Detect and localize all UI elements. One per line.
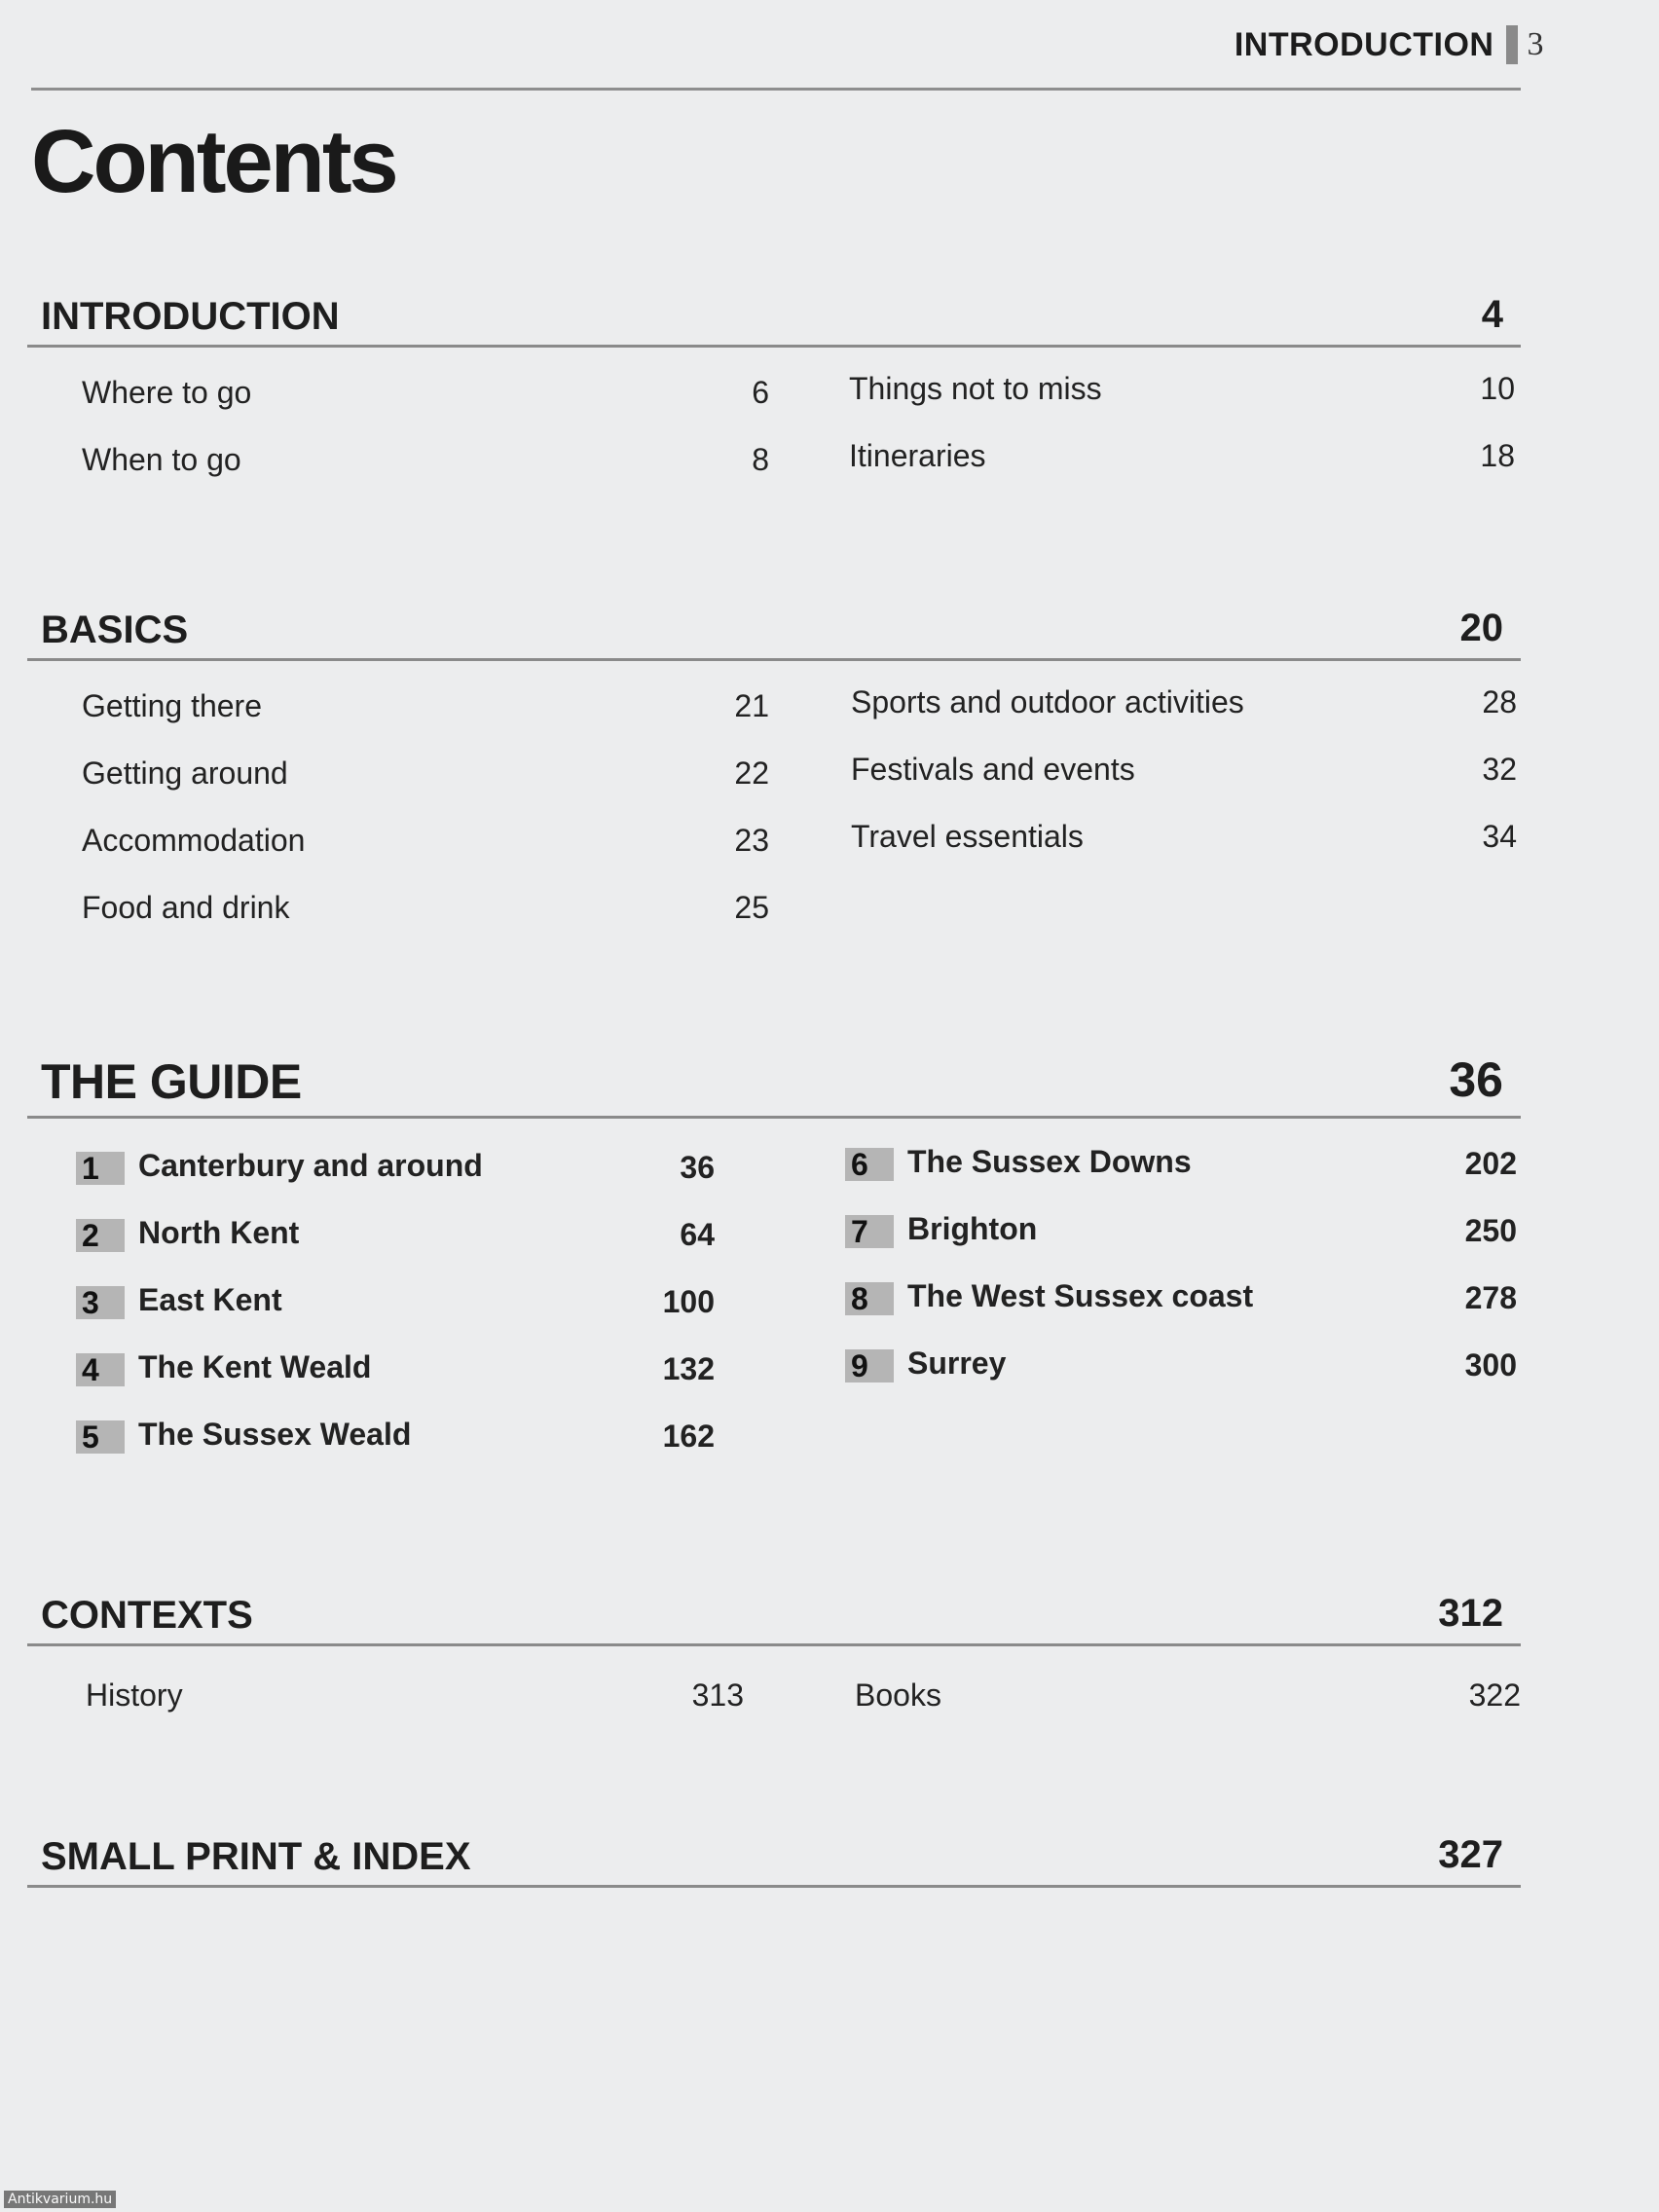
section-title[interactable]: THE GUIDE [41, 1054, 302, 1109]
toc-page: 202 [1464, 1146, 1517, 1181]
toc-page: 64 [680, 1217, 715, 1252]
toc-label: Getting there [82, 688, 262, 723]
chapter-title: The Kent Weald [138, 1349, 372, 1384]
running-head-bar [1506, 25, 1518, 64]
toc-page: 300 [1464, 1347, 1517, 1382]
chapter-title: The Sussex Downs [907, 1144, 1192, 1179]
section-page: 36 [1449, 1052, 1503, 1107]
section-introduction [27, 284, 1521, 477]
toc-entry[interactable] [855, 1660, 1521, 1727]
toc-page: 28 [1482, 684, 1517, 719]
toc-entry[interactable] [851, 667, 1517, 734]
watermark: Antikvarium.hu [4, 2191, 116, 2208]
chapter-number: 8 [845, 1282, 894, 1315]
chapter-entry[interactable] [76, 1401, 715, 1468]
toc-page: 18 [1480, 438, 1515, 473]
chapter-entry[interactable] [76, 1334, 715, 1401]
toc-page: 25 [734, 890, 769, 925]
page-number: 3 [1527, 26, 1544, 62]
toc-label: Things not to miss [849, 371, 1102, 406]
chapter-entry[interactable] [76, 1267, 715, 1334]
page-title: Contents [31, 112, 396, 211]
running-head [1235, 25, 1544, 64]
toc-page: 100 [662, 1284, 715, 1319]
chapter-entry[interactable] [845, 1263, 1517, 1330]
chapter-title: The West Sussex coast [907, 1278, 1254, 1313]
chapter-title: East Kent [138, 1282, 282, 1317]
chapter-title: Surrey [907, 1346, 1007, 1381]
section-header [27, 598, 1521, 661]
chapter-number: 3 [76, 1286, 125, 1319]
chapter-title: Brighton [907, 1211, 1038, 1246]
chapter-title: North Kent [138, 1215, 300, 1250]
chapter-number: 7 [845, 1215, 894, 1248]
section-contexts [27, 1579, 1521, 1713]
toc-label: Travel essentials [851, 819, 1084, 854]
toc-page: 23 [734, 823, 769, 858]
section-title[interactable]: SMALL PRINT & INDEX [41, 1835, 471, 1878]
toc-entry[interactable] [86, 1660, 744, 1727]
toc-page: 132 [662, 1351, 715, 1386]
toc-page: 10 [1480, 371, 1515, 406]
chapter-number: 2 [76, 1219, 125, 1252]
chapter-number: 6 [845, 1148, 894, 1181]
section-header [27, 1825, 1521, 1888]
toc-page: 36 [680, 1150, 715, 1185]
toc-page: 250 [1464, 1213, 1517, 1248]
section-header [27, 1051, 1521, 1119]
toc-page: 21 [734, 688, 769, 723]
toc-page: 313 [691, 1677, 744, 1713]
section-page: 20 [1459, 607, 1503, 649]
toc-entry[interactable] [851, 734, 1517, 801]
toc-page: 322 [1468, 1677, 1521, 1713]
running-head-title: INTRODUCTION [1234, 25, 1494, 63]
chapter-entry[interactable] [76, 1132, 715, 1199]
toc-page: 162 [662, 1419, 715, 1454]
chapter-number: 1 [76, 1152, 125, 1185]
toc-entry[interactable] [82, 872, 769, 940]
toc-page: 34 [1482, 819, 1517, 854]
section-title[interactable]: BASICS [41, 608, 189, 651]
section-title[interactable]: CONTEXTS [41, 1594, 253, 1637]
section-title[interactable]: INTRODUCTION [41, 295, 340, 338]
section-page: 4 [1481, 293, 1503, 336]
toc-page: 6 [752, 375, 769, 410]
chapter-number: 4 [76, 1353, 125, 1386]
chapter-entry[interactable] [845, 1196, 1517, 1263]
toc-page: 32 [1482, 752, 1517, 787]
section-page: 312 [1438, 1592, 1503, 1635]
top-rule [31, 88, 1521, 91]
toc-label: Itineraries [849, 438, 986, 473]
section-guide [27, 1051, 1521, 1455]
toc-page: 278 [1464, 1280, 1517, 1315]
toc-entry[interactable] [82, 671, 769, 738]
chapter-number: 9 [845, 1349, 894, 1382]
chapter-entry[interactable] [845, 1330, 1517, 1397]
toc-label: History [86, 1677, 183, 1713]
toc-entry[interactable] [82, 738, 769, 805]
toc-page: 8 [752, 442, 769, 477]
chapter-title: The Sussex Weald [138, 1417, 412, 1452]
section-basics [27, 598, 1521, 925]
section-smallprint [27, 1825, 1521, 1888]
toc-entry[interactable] [82, 424, 769, 492]
toc-entry[interactable] [849, 353, 1515, 421]
section-page: 327 [1438, 1833, 1503, 1876]
toc-entry[interactable] [82, 805, 769, 872]
toc-entry[interactable] [849, 421, 1515, 488]
section-header [27, 1579, 1521, 1646]
toc-entry[interactable] [851, 801, 1517, 868]
toc-label: Sports and outdoor activities [851, 684, 1244, 719]
toc-page: 22 [734, 756, 769, 791]
toc-label: Getting around [82, 756, 288, 791]
toc-entry[interactable] [82, 357, 769, 424]
toc-label: Festivals and events [851, 752, 1135, 787]
chapter-title: Canterbury and around [138, 1148, 483, 1183]
toc-label: Where to go [82, 375, 252, 410]
toc-label: Food and drink [82, 890, 290, 925]
chapter-number: 5 [76, 1420, 125, 1454]
section-header [27, 284, 1521, 348]
chapter-entry[interactable] [76, 1199, 715, 1267]
toc-label: Accommodation [82, 823, 306, 858]
toc-label: When to go [82, 442, 241, 477]
toc-label: Books [855, 1677, 941, 1713]
chapter-entry[interactable] [845, 1128, 1517, 1196]
